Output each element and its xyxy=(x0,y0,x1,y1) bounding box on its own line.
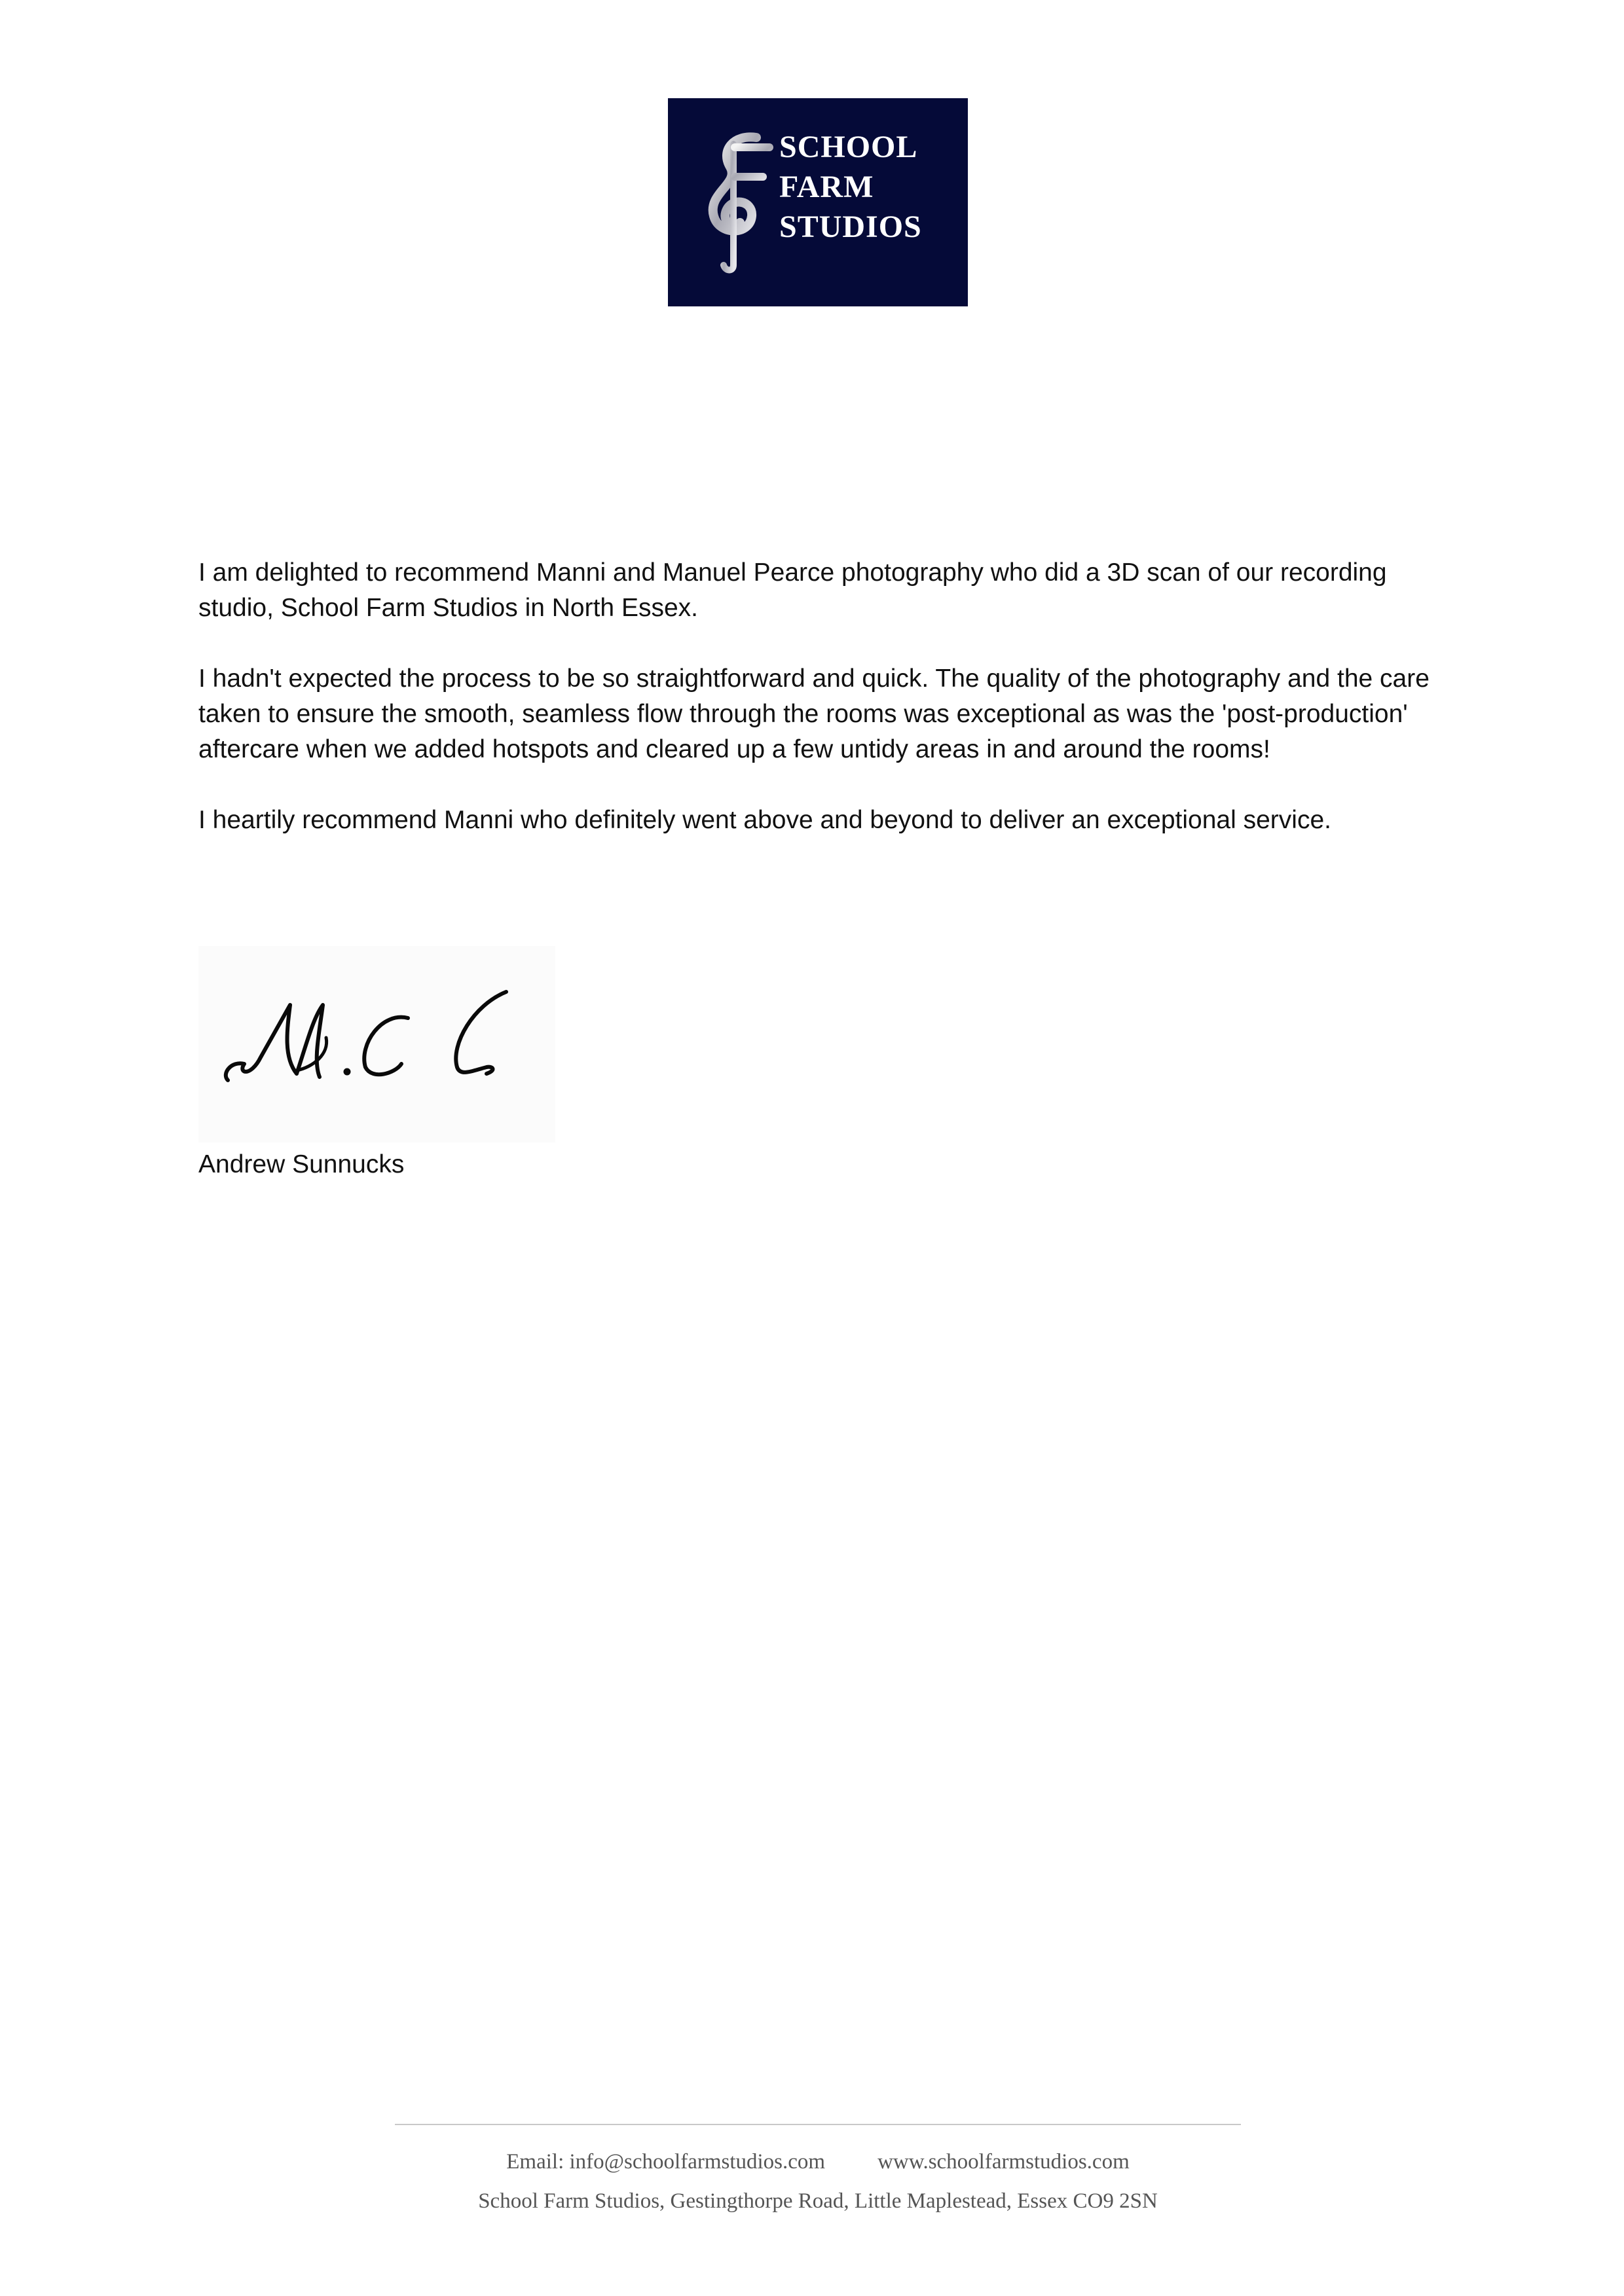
paragraph-2: I hadn't expected the process to be so straightforward and quick. The quality of the photography and the care taken to ensure the smooth, seamless flow through the rooms was exceptional as was the 'post-production' aftercare when we added hotspots and cleared up a few untidy areas in and around the rooms! xyxy=(198,665,1430,763)
logo-line-2: FARM xyxy=(779,170,874,204)
logo-line-1: SCHOOL xyxy=(779,130,918,164)
footer-email[interactable]: Email: info@schoolfarmstudios.com xyxy=(506,2150,826,2174)
company-logo xyxy=(668,98,968,306)
handwritten-signature xyxy=(198,946,555,1142)
footer-address: School Farm Studios, Gestingthorpe Road, Little Maplestead, Essex CO9 2SN xyxy=(478,2189,1158,2213)
letter-body xyxy=(198,555,1443,873)
footer xyxy=(395,2142,1241,2221)
paragraph-1: I am delighted to recommend Manni and Manuel Pearce photography who did a 3D scan of our recording studio, School Farm Studios in North Essex. xyxy=(198,558,1387,622)
logo-wordmark xyxy=(779,127,922,247)
logo-line-3: STUDIOS xyxy=(779,210,922,244)
footer-website[interactable]: www.schoolfarmstudios.com xyxy=(877,2150,1130,2174)
footer-contact-row xyxy=(395,2142,1241,2181)
paragraph-3: I heartily recommend Manni who definitely went above and beyond to deliver an exceptional service. xyxy=(198,806,1331,834)
footer-divider xyxy=(395,2124,1241,2125)
treble-clef-icon xyxy=(694,131,779,275)
signer-name: Andrew Sunnucks xyxy=(198,1150,405,1178)
